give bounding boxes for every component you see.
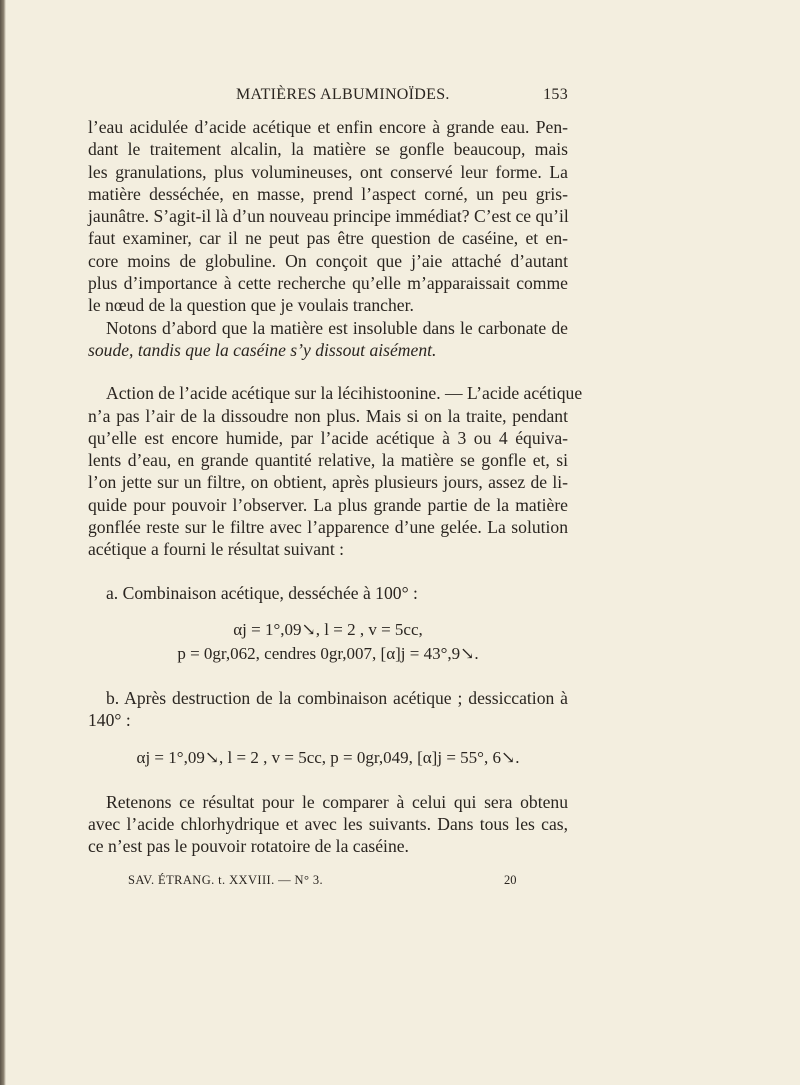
section-heading-line: Action de l’acide acétique sur la lécihistoonine. — L’acide acétique [106, 383, 583, 404]
footer [88, 873, 568, 893]
item-a: a. Combinaison acétique, desséchée à 100° : [106, 582, 418, 603]
item-b [88, 687, 568, 732]
text-line: l’eau acidulée d’acide acétique et enfin encore à grande eau. Pen- [88, 117, 568, 137]
running-title: MATIÈRES ALBUMINOÏDES. [236, 86, 450, 103]
paragraph-1 [88, 116, 568, 317]
text-line: soude, tandis que la caséine s’y dissout aisément. [88, 339, 437, 360]
text-line: le nœud de la question que je voulais trancher. [88, 295, 414, 316]
text-line: avec l’acide chlorhydrique et avec les suivants. Dans tous les cas, [88, 813, 568, 834]
formula-a1: αj = 1°,09↘, l = 2 , v = 5cc, [233, 619, 423, 639]
text-line: l’on jette sur un filtre, on obtient, après plusieurs jours, assez de li- [88, 472, 568, 493]
text-line: gonflée reste sur le filtre avec l’apparence d’une gelée. La solution [88, 517, 568, 538]
text-line: jaunâtre. S’agit-il là d’un nouveau principe immédiat? C’est ce qu’il [88, 206, 569, 227]
text-line: dant le traitement alcalin, la matière se gonfle beaucoup, mais [88, 139, 568, 160]
page [88, 82, 583, 893]
text-line: ce n’est pas le pouvoir rotatoire de la caséine. [88, 836, 409, 857]
paragraph-2 [88, 317, 568, 362]
text-line: faut examiner, car il ne peut pas être question de caséine, et en- [88, 228, 568, 249]
paragraph-4 [88, 791, 568, 858]
text-line: b. Après destruction de la combinaison acétique ; dessiccation à [106, 687, 568, 708]
text-line: Retenons ce résultat pour le comparer à celui qui sera obtenu [106, 791, 568, 812]
text-line: n’a pas l’air de la dissoudre non plus. Mais si on la traite, pendant [88, 405, 568, 426]
text-line: core moins de globuline. On conçoit que j’aie attaché d’autant [88, 250, 568, 271]
formula-a2: p = 0gr,062, cendres 0gr,007, [α]j = 43°,9↘. [177, 643, 479, 663]
text-line: les granulations, plus volumineuses, ont conservé leur forme. La [88, 161, 568, 182]
formula-b: αj = 1°,09↘, l = 2 , v = 5cc, p = 0gr,049, [α]j = 55°, 6↘. [136, 747, 520, 767]
footer-sheet-number: 20 [504, 873, 517, 888]
text-line: Notons d’abord que la matière est insoluble dans le carbonate de [106, 317, 568, 338]
text-line: acétique a fourni le résultat suivant : [88, 539, 344, 560]
body-text [88, 116, 583, 857]
paragraph-3 [88, 382, 583, 560]
text-line: matière desséchée, en masse, prend l’aspect corné, un peu gris- [88, 183, 568, 204]
text-line: quide pour pouvoir l’observer. La plus grande partie de la matière [88, 494, 568, 515]
running-header [88, 82, 568, 104]
text-line: lents d’eau, en grande quantité relative, la matière se gonfle et, si [88, 450, 568, 471]
footer-signature: SAV. ÉTRANG. t. XXVIII. — N° 3. [128, 873, 324, 888]
text-line: qu’elle est encore humide, par l’acide acétique à 3 ou 4 équiva- [88, 427, 568, 448]
page-binding-edge [0, 0, 6, 1085]
text-line: plus d’importance à cette recherche qu’elle m’apparaissait comme [88, 273, 568, 294]
text-line: 140° : [88, 710, 131, 731]
page-number: 153 [543, 86, 568, 103]
